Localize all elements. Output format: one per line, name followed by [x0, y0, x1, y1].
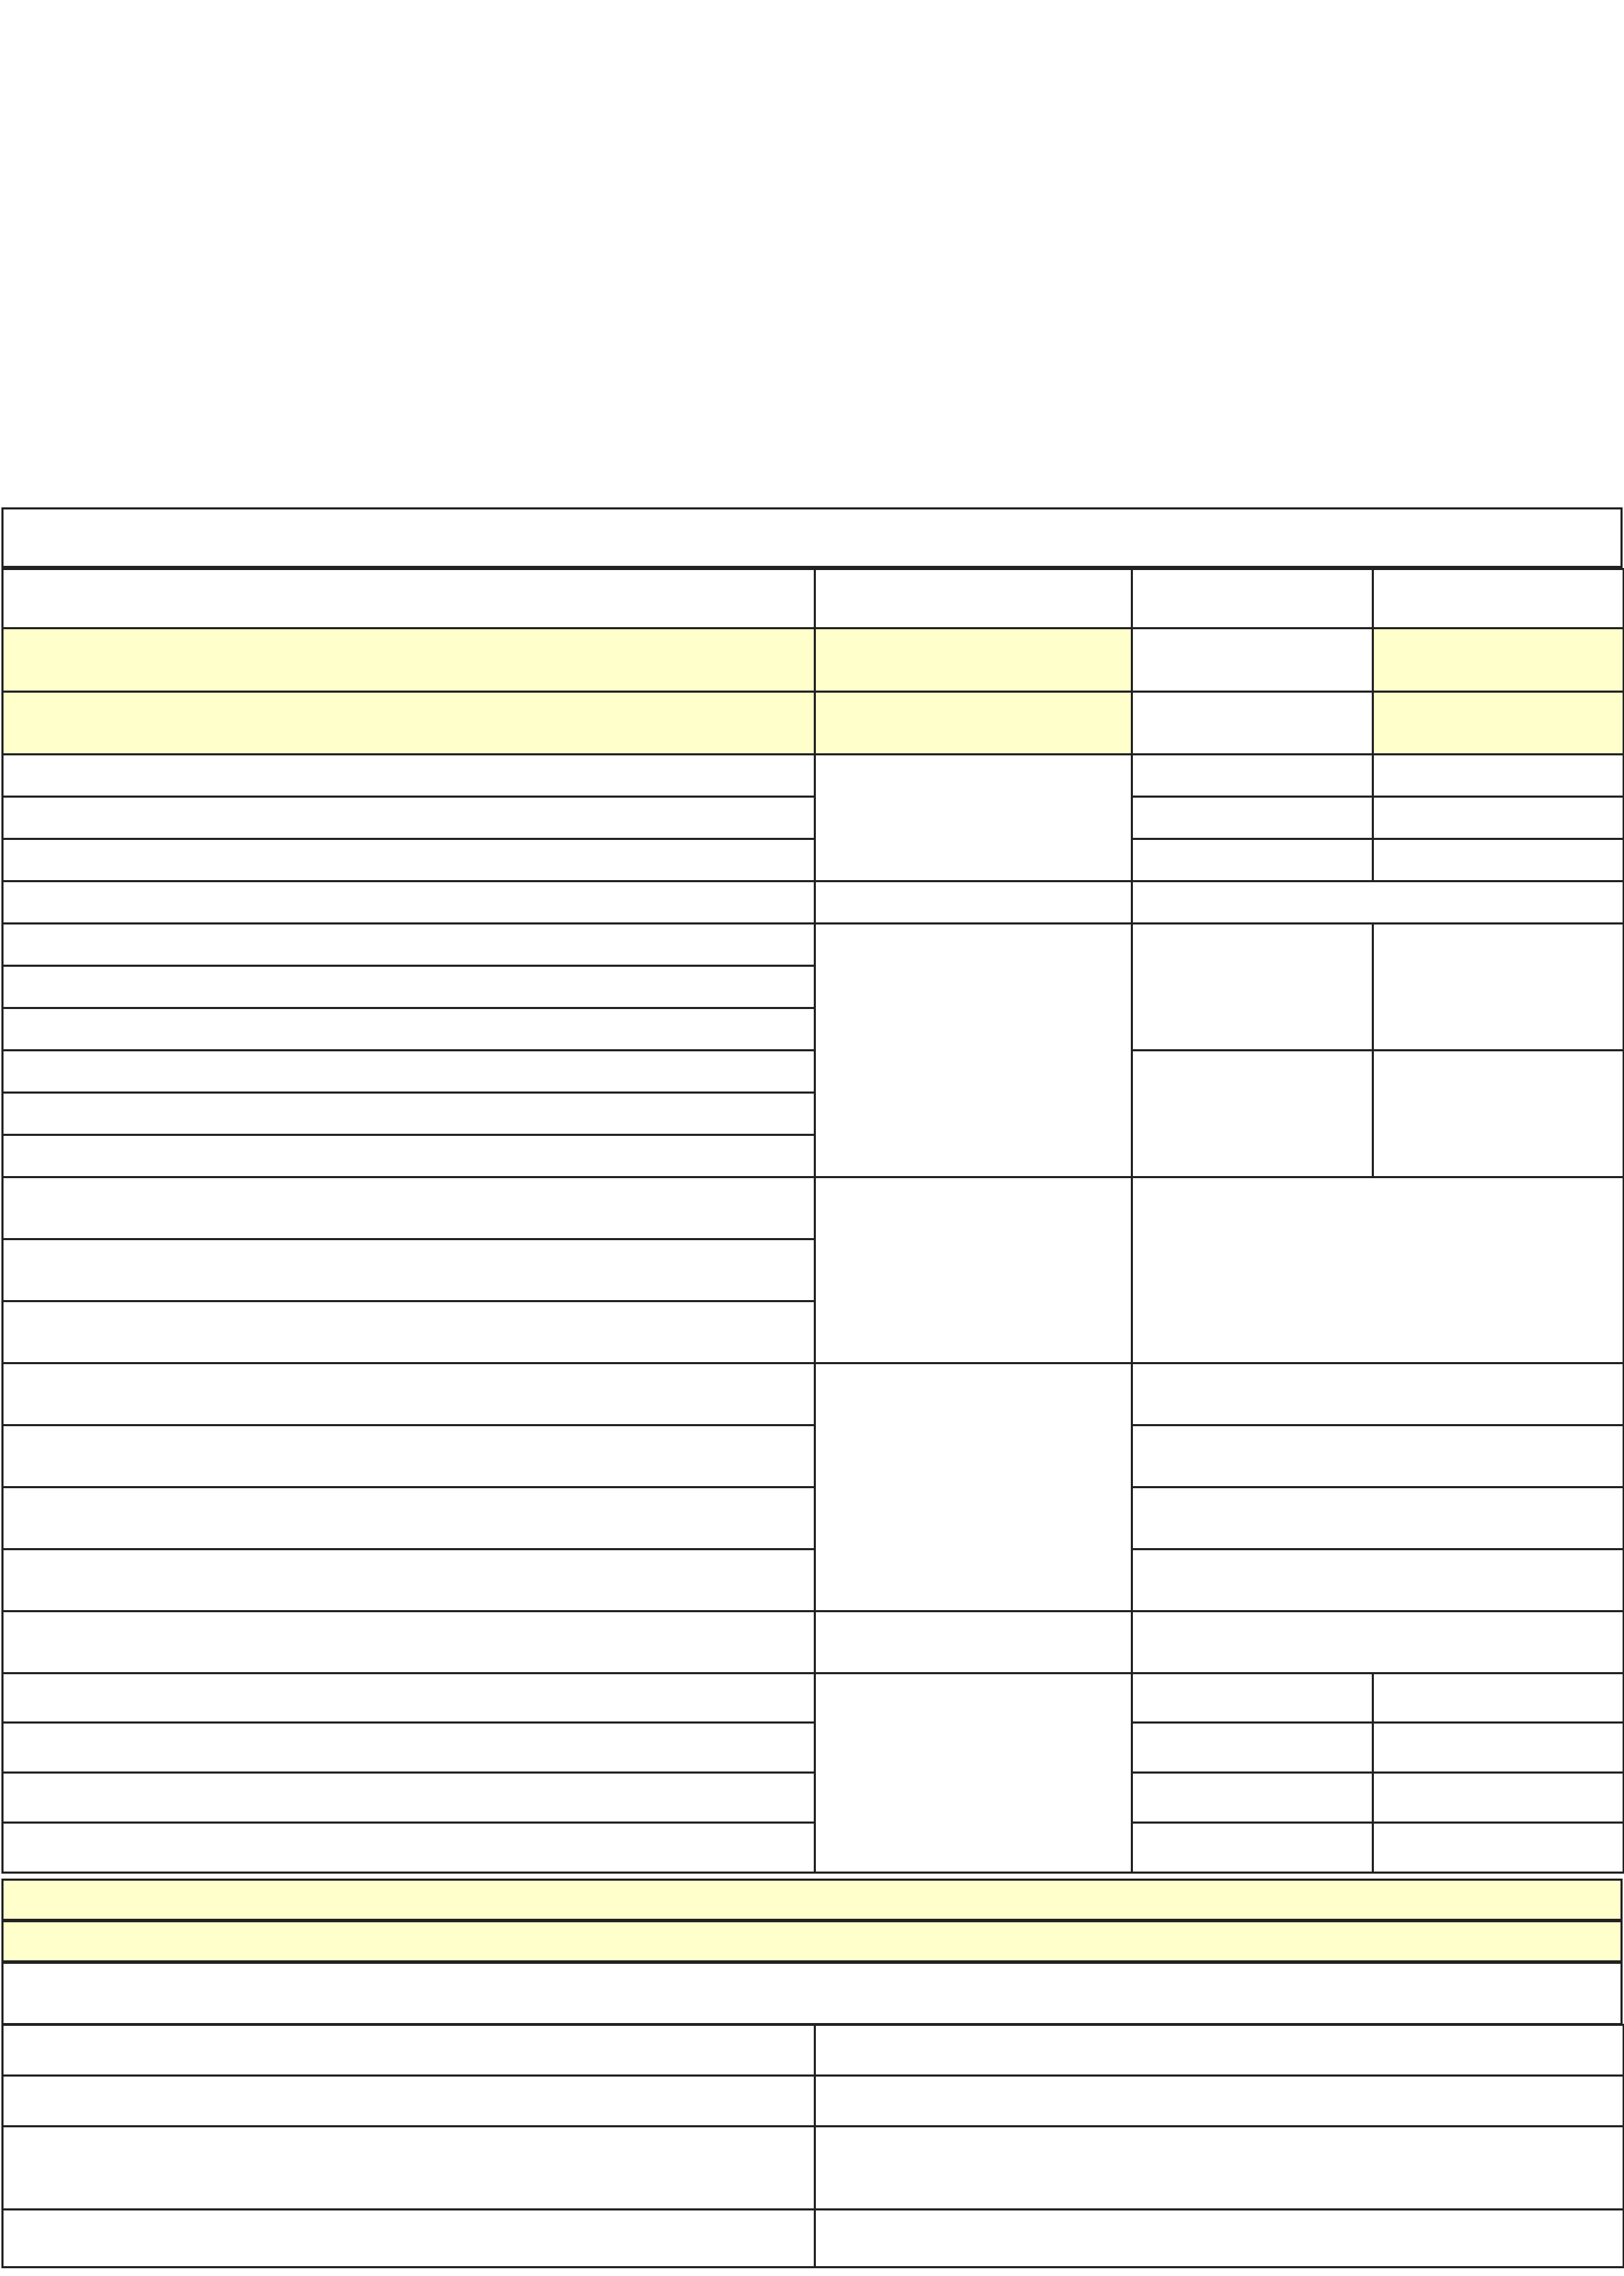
table-row	[3, 1674, 1624, 1723]
kit-price	[1373, 1773, 1624, 1823]
kit-price	[1373, 924, 1624, 1051]
product-name	[3, 966, 815, 1008]
product-name	[3, 1301, 815, 1363]
table-row	[3, 1051, 1624, 1093]
kit-price	[1373, 1723, 1624, 1773]
table-row	[3, 1723, 1624, 1773]
product-name	[3, 1239, 815, 1301]
table-row	[3, 692, 1624, 755]
table-row	[3, 839, 1624, 882]
kit-price	[1132, 1550, 1624, 1612]
info-row	[3, 2127, 1624, 2210]
product-name	[3, 1488, 815, 1550]
product-name	[3, 755, 815, 797]
header-unit-price	[1132, 569, 1373, 629]
unit-price	[1132, 797, 1373, 839]
unit-price	[1132, 755, 1373, 797]
product-name	[3, 882, 815, 924]
product-name	[3, 1674, 815, 1723]
info-title	[1, 1962, 1623, 2025]
kit-price	[1132, 1488, 1624, 1550]
product-name	[3, 1823, 815, 1873]
product-name	[3, 1723, 815, 1773]
product-kit	[815, 755, 1132, 882]
kit-price	[1373, 755, 1624, 797]
info-table	[1, 2024, 1624, 2268]
product-name	[3, 797, 815, 839]
product-name	[3, 1363, 815, 1425]
product-name	[3, 1135, 815, 1177]
header-name	[3, 569, 815, 629]
product-name	[3, 692, 815, 755]
kit-price	[1373, 1674, 1624, 1723]
kit-price	[1373, 629, 1624, 692]
table-row	[3, 1177, 1624, 1239]
product-name	[3, 839, 815, 882]
product-name	[3, 1177, 815, 1239]
dobor-oak-note	[1, 1920, 1623, 1962]
kit-price	[1132, 1425, 1624, 1488]
product-kit	[815, 1363, 1132, 1612]
kit-price	[1132, 1363, 1624, 1425]
kit-price	[1132, 1612, 1624, 1674]
unit-price	[1132, 1723, 1373, 1773]
info-row	[3, 2025, 1624, 2076]
kit-price	[1132, 882, 1624, 924]
table-row	[3, 1425, 1624, 1488]
product-name	[3, 629, 815, 692]
table-row	[3, 1773, 1624, 1823]
product-kit	[815, 882, 1132, 924]
table-row	[3, 1823, 1624, 1873]
product-name	[3, 1093, 815, 1135]
table-row	[3, 629, 1624, 692]
product-name	[3, 1051, 815, 1093]
product-kit	[815, 924, 1132, 1177]
product-name	[3, 1425, 815, 1488]
kit-price	[1373, 839, 1624, 882]
unit-price	[1132, 839, 1373, 882]
unit-price	[1132, 692, 1373, 755]
website-link[interactable]	[815, 2210, 1624, 2268]
production-value	[815, 2025, 1624, 2076]
prepay-label	[3, 2076, 815, 2127]
dobor-note	[1, 1879, 1623, 1921]
contact-label	[3, 2210, 815, 2268]
table-row	[3, 1488, 1624, 1550]
prepay-value	[815, 2076, 1624, 2127]
table-row	[3, 924, 1624, 966]
product-name	[3, 1550, 815, 1612]
info-row	[3, 2076, 1624, 2127]
product-kit	[815, 1612, 1132, 1674]
table-row	[3, 755, 1624, 797]
product-kit	[815, 1177, 1132, 1363]
product-name	[3, 1773, 815, 1823]
product-kit	[815, 692, 1132, 755]
header-kit-price	[1373, 569, 1624, 629]
unit-price	[1132, 1051, 1373, 1177]
unit-price	[1132, 924, 1373, 1051]
table-row	[3, 1612, 1624, 1674]
unit-price	[1132, 1823, 1373, 1873]
kit-price	[1132, 1177, 1624, 1363]
product-name	[3, 1612, 815, 1674]
kit-price	[1373, 692, 1624, 755]
product-kit	[815, 1674, 1132, 1873]
info-row	[3, 2210, 1624, 2268]
table-row	[3, 1363, 1624, 1425]
products-title	[1, 507, 1623, 568]
table-row	[3, 797, 1624, 839]
product-name	[3, 924, 815, 966]
unit-price	[1132, 629, 1373, 692]
discount-label	[3, 2127, 815, 2210]
table-row	[3, 1550, 1624, 1612]
discount-value	[815, 2127, 1624, 2210]
table-row	[3, 882, 1624, 924]
production-label	[3, 2025, 815, 2076]
header-kit	[815, 569, 1132, 629]
table-header	[3, 569, 1624, 629]
unit-price	[1132, 1674, 1373, 1723]
unit-price	[1132, 1773, 1373, 1823]
kit-price	[1373, 1051, 1624, 1177]
product-name	[3, 1008, 815, 1051]
kit-price	[1373, 797, 1624, 839]
kit-price	[1373, 1823, 1624, 1873]
products-table	[1, 568, 1624, 1874]
product-kit	[815, 629, 1132, 692]
